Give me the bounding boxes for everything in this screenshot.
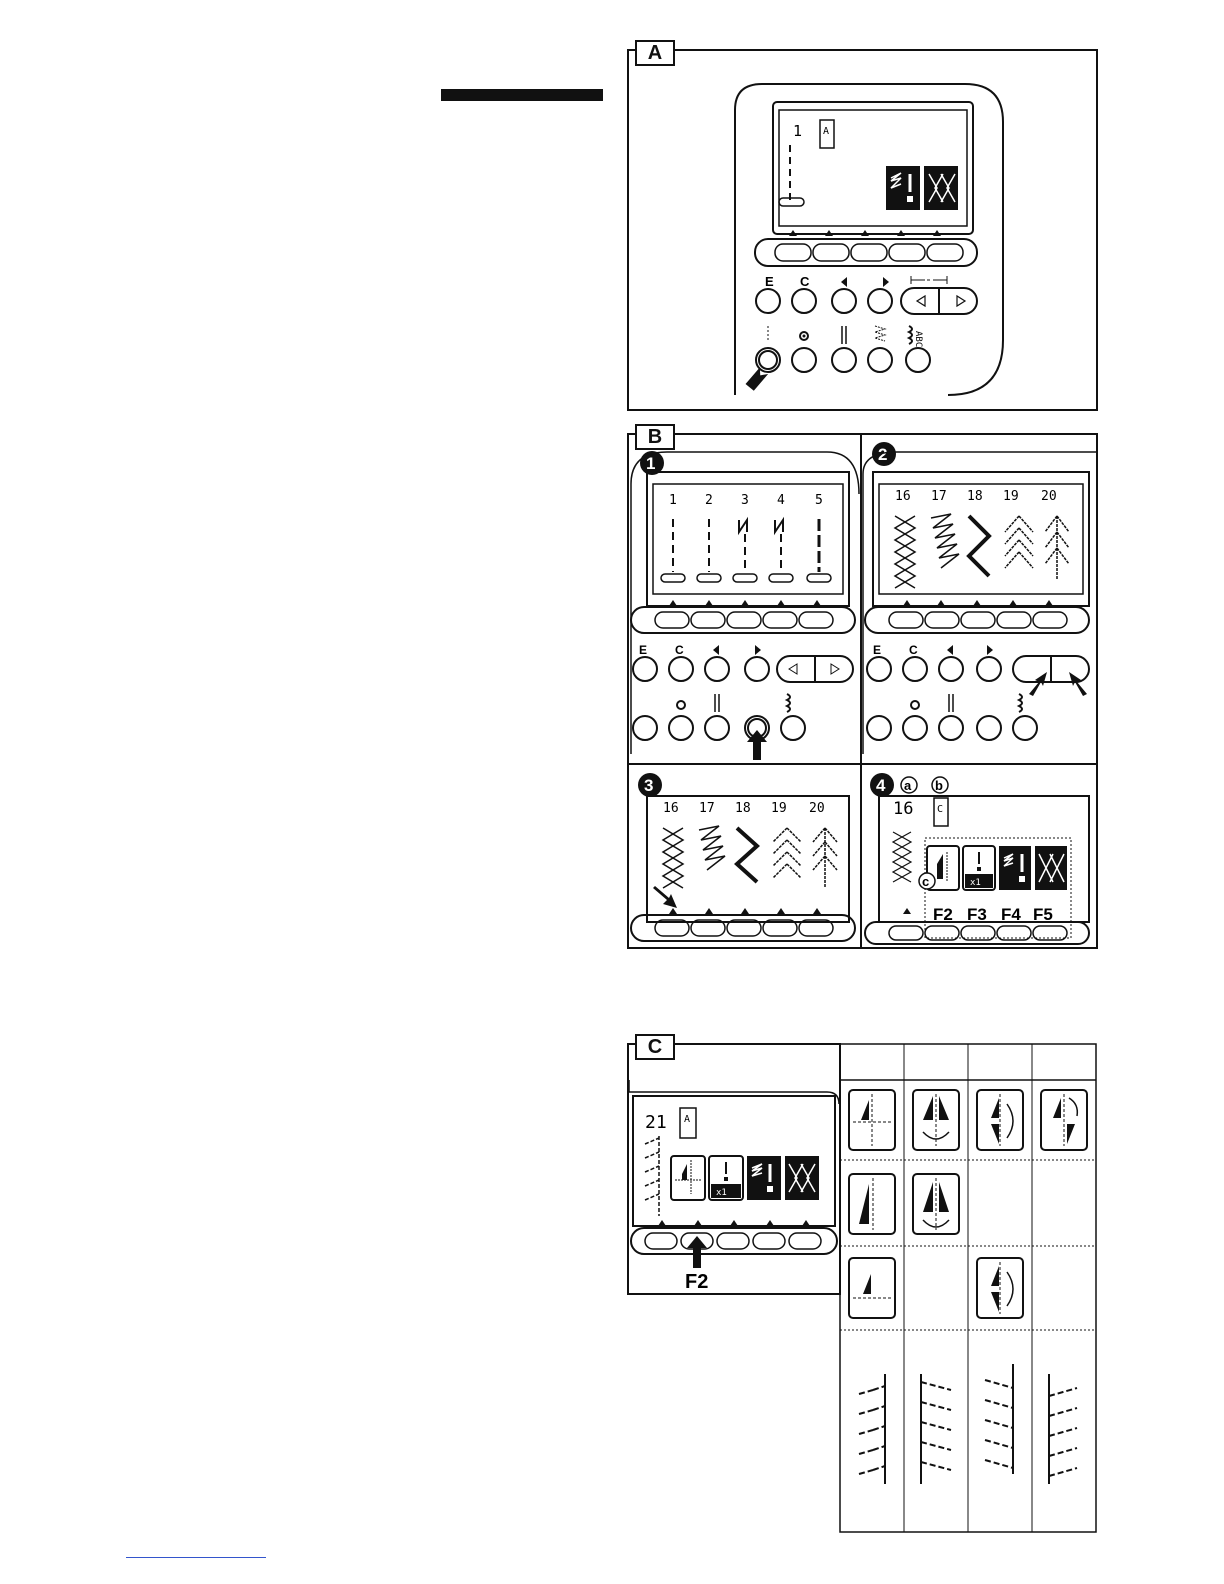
callout-b: b (935, 778, 943, 793)
step3-number-19: 19 (771, 801, 787, 816)
footer-rule (126, 1557, 266, 1558)
step1-number-5: 5 (815, 493, 823, 508)
c-mirror-icon (671, 1156, 705, 1200)
label-f3: F3 (967, 905, 987, 924)
step3-number-17: 17 (699, 801, 715, 816)
letter-mode-button[interactable] (906, 348, 930, 372)
step3-number-16: 16 (663, 801, 679, 816)
edit-button-label: E (765, 274, 774, 289)
mirror-none-icon (849, 1174, 895, 1234)
auto-lock-button[interactable] (792, 348, 816, 372)
abc-label: ABC (913, 331, 923, 348)
figure-b-drawing (627, 424, 1099, 950)
stitch-result-1 (859, 1374, 885, 1484)
step1-number-1: 1 (669, 493, 677, 508)
step4-foot-letter: C (937, 804, 944, 815)
callout-a: a (904, 778, 912, 793)
twin-needle-button[interactable] (832, 348, 856, 372)
stitch-result-4 (1049, 1374, 1077, 1484)
mirror-horizontal-icon (977, 1258, 1023, 1318)
figure-c (627, 1034, 1099, 1534)
step1-edit-label: E (639, 643, 648, 657)
function-button-4[interactable] (889, 244, 925, 261)
step1-clear-label: C (675, 643, 684, 657)
figure-b-tag: B (635, 424, 675, 450)
clear-button[interactable] (792, 289, 816, 313)
step-4-badge: 4 (876, 776, 886, 795)
figure-a (627, 40, 1099, 412)
mirror-vertical-icon (913, 1090, 959, 1150)
clear-button-label: C (800, 274, 810, 289)
cursor-right-button[interactable] (868, 289, 892, 313)
step4-pattern-number: 16 (893, 799, 914, 819)
step2-clear-label: C (909, 643, 918, 657)
step4-counter: x1 (970, 878, 981, 888)
pointer-arrow-icon (687, 1236, 707, 1268)
section-title-bar (441, 89, 603, 101)
step1-number-2: 2 (705, 493, 713, 508)
figure-a-tag: A (635, 40, 675, 66)
mirror-none-icon (849, 1258, 895, 1318)
c-foot-letter: A (684, 1114, 691, 1125)
stitch-result-2 (921, 1374, 951, 1484)
step2-edit-label: E (873, 643, 882, 657)
figure-b (627, 424, 1099, 950)
mirror-vertical-icon (913, 1174, 959, 1234)
figure-c-tag: C (635, 1034, 675, 1060)
step1-number-3: 3 (741, 493, 749, 508)
label-f5: F5 (1033, 905, 1053, 924)
utility-stitch-button[interactable] (868, 348, 892, 372)
step2-number-17: 17 (931, 489, 947, 504)
function-button-2[interactable] (813, 244, 849, 261)
presser-foot-letter: A (823, 126, 830, 137)
figure-c-drawing (627, 1034, 1099, 1534)
c-f2-label: F2 (685, 1271, 709, 1293)
step2-number-19: 19 (1003, 489, 1019, 504)
step2-number-18: 18 (967, 489, 983, 504)
lcd-pattern-number: 1 (793, 122, 803, 140)
mirror-none-icon (849, 1090, 895, 1150)
step1-number-4: 4 (777, 493, 785, 508)
label-f4: F4 (1001, 905, 1021, 924)
function-button-5[interactable] (927, 244, 963, 261)
function-button-3[interactable] (851, 244, 887, 261)
function-button-1[interactable] (775, 244, 811, 261)
edit-button[interactable] (756, 289, 780, 313)
callout-c: c (922, 874, 930, 889)
stitch-result-3 (985, 1364, 1013, 1474)
mirror-both-icon (1041, 1090, 1087, 1150)
step-1-badge: 1 (646, 454, 656, 473)
c-counter: x1 (716, 1188, 727, 1198)
step2-number-16: 16 (895, 489, 911, 504)
label-f2: F2 (933, 905, 953, 924)
step3-number-18: 18 (735, 801, 751, 816)
mirror-horizontal-icon (977, 1090, 1023, 1150)
pointer-arrow-icon (743, 366, 770, 392)
stitch-width-icon (924, 166, 958, 210)
step3-number-20: 20 (809, 801, 825, 816)
figure-a-drawing (627, 40, 1099, 412)
c-lcd-number: 21 (645, 1112, 667, 1133)
step2-number-20: 20 (1041, 489, 1057, 504)
step4-width-icon (1035, 846, 1067, 890)
step4-adjust-icon (999, 846, 1031, 890)
cursor-left-button[interactable] (832, 289, 856, 313)
step-2-badge: 2 (878, 445, 888, 464)
step-3-badge: 3 (644, 776, 654, 795)
